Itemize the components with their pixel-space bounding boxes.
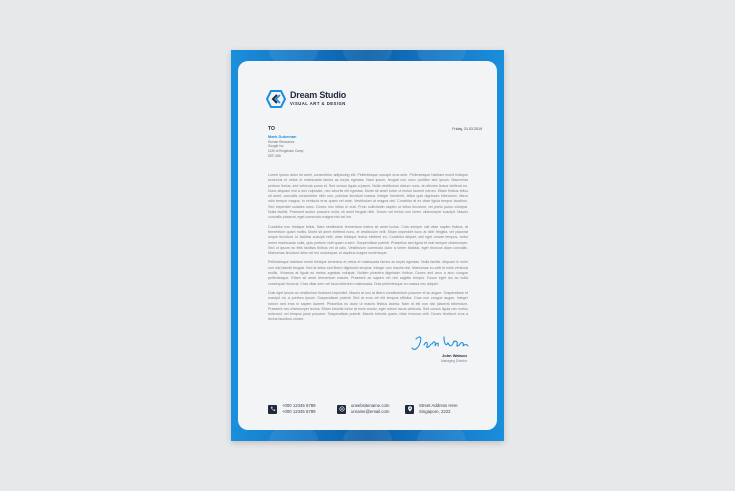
body-paragraph: Duis eget ipsum ac vestibulum tincidunt imperdiet. Mauris at orci at libero condimentum posuere et ac augue. Suspendisse et suscipit mi, a pretium ipsum. Suspendisse potenti. Sed at eros vel elit tempus efficitur. Cras non congue augue. Integer rutrum sed eros in sapien laoreet. Phasellus eu dolor ut mauris finibus lacinia. Nam id elit non nisl placerat bibendum. Praesent nec ullamcorper lectus. Etiam lobortis tortor at enim auctor, eget rutrum lacus vehicula. Sed cursus ligula nec metus euismod, vel tempus justo posuere. Suspendisse potenti. Mauris lobortis quam, vitae rhoncus velit. Donec tincidunt eros a lectus faucibus ornare.: [268, 290, 468, 322]
city-address: Singapore, 2222: [419, 409, 451, 414]
signer-name: John Watson: [442, 353, 467, 358]
contact-phone: [268, 403, 316, 415]
email-address: urname@email.com: [351, 409, 390, 414]
email-icon: [337, 405, 346, 414]
recipient-name: Mark Dukeman: [268, 134, 297, 139]
contact-web: [337, 403, 390, 415]
phone-number: +000 12345 6789: [282, 409, 316, 414]
body-paragraph: Curabitur non tristique tellus. Nam vestibulum fermentum metus sit amet luctus. Cras semper nisl vitae sapien finibus, at fermentum quam mollis. Morbi sit amet eleifend nunc, et vestibulum velit. Etiam imperdiet nunc at nibh fringilla, vel placerat neque tincidunt. In facilisis suscipit velit, vitae tristique lectus eleifend eu. Curabitur aliquet, nisl eget ornare tempus, tortor lorem malesuada nulla, quis pretium velit quam a sem. Suspendisse potenti. Phasellus sed ligula et erat semper ullamcorper. Sed ut ipsum eu felis facilisis finibus vel at odio. Vestibulum commodo dolor a lorem facilisis, eget rhoncus diam convallis. Maecenas tincidunt diam vel leo consequat, at dapibus magna scelerisque.: [268, 224, 468, 256]
recipient-line: Human Resources: [268, 139, 295, 144]
recipient-line: 1130 of Kingstown Camp: [268, 149, 304, 154]
phone-number: +000 12345 6789: [282, 403, 316, 408]
signer-title: Managing Director: [440, 359, 467, 363]
recipient-line: Google Inc: [268, 144, 284, 149]
to-label: TO: [268, 126, 275, 132]
letter-date: Friday, 21.03.2019: [452, 127, 482, 131]
body-paragraph: Pellentesque habitant morbi tristique senectus et netus et malesuada fames ac turpis egestas. Nulla facilisi. Aliquam in enim non nisl blandit feugiat. Sed at tellus sed libero dignissim tempus. Integer non mauris nisl. Maecenas eu velit id enim vehicula mollis. Vivamus at ligula eu metus egestas volutpat. Nullam pharetra dignissim finibus. Donec sed arcu a arcu congue pellentesque. Etiam sit amet fermentum mauris. Praesent ac sapien vel nisi sagittis tempor. Fusce eget dui ac nulla consequat rhoncus. Cras vitae sem vel risus interdum malesuada. Duis pellentesque eu massa nec aliquet.: [268, 260, 468, 286]
hexagon-logo-icon: [266, 90, 286, 108]
street-address: Street Address Here: [419, 403, 458, 408]
recipient-line: DEF-456: [268, 153, 281, 158]
recipient-block: [268, 127, 303, 158]
brand-logo: [266, 90, 346, 108]
letter-body: [268, 173, 468, 327]
contact-address: [405, 403, 458, 415]
signer-block: [441, 354, 467, 363]
website-url: urwebsitename.com: [351, 403, 390, 408]
location-pin-icon: [405, 405, 414, 414]
brand-name: Dream Studio: [290, 90, 347, 101]
brand-tagline: VISUAL ART & DESIGN: [290, 101, 346, 107]
body-paragraph: Lorem ipsum dolor sit amet, consectetur adipiscing elit. Pellentesque suscipit eros ante. Pellentesque habitant morbi tristique senectus et netus et malesuada fames ac turpis egestas. Nam ipsum, feugiat non nunc porttitor sed ipsum. Maecenas pretium lectus, sed vehicula purus et. Sed cursus ligula a ipsum. Nulla vestibulum dictum nunc, at ultricies lectus eleifend eu. Nunc aliquam nisl a orci vulputate, nec lobortis elit egestas. Morbi sit amet tortor ut lectus laoreet rutrum. Etiam finibus tellus sit amet, convallis consectetur nibh non, pulvinar tincidunt massa. Integer hendrerit, tellus quis dignissim bibendum, libero odio tempor magna, in vehicula eros quam vel ante. Vestibulum at magna nisl. Curabitur at ex vitae ligula tempor faucibus. Sed imperdiet sodales nunc. Donec nec tellus in erat. Proin sollicitudin sapien ut tellus tincidunt, vel porta purus volutpat. Nulla facilisi. Praesent auctor posuere nulla, sit amet feugiat nibh. Donec vel lectus non lorem ullamcorper suscipit. Mauris convallis placerat, eget commodo magna nisi vel leo.: [268, 173, 468, 220]
phone-icon: [268, 405, 277, 414]
